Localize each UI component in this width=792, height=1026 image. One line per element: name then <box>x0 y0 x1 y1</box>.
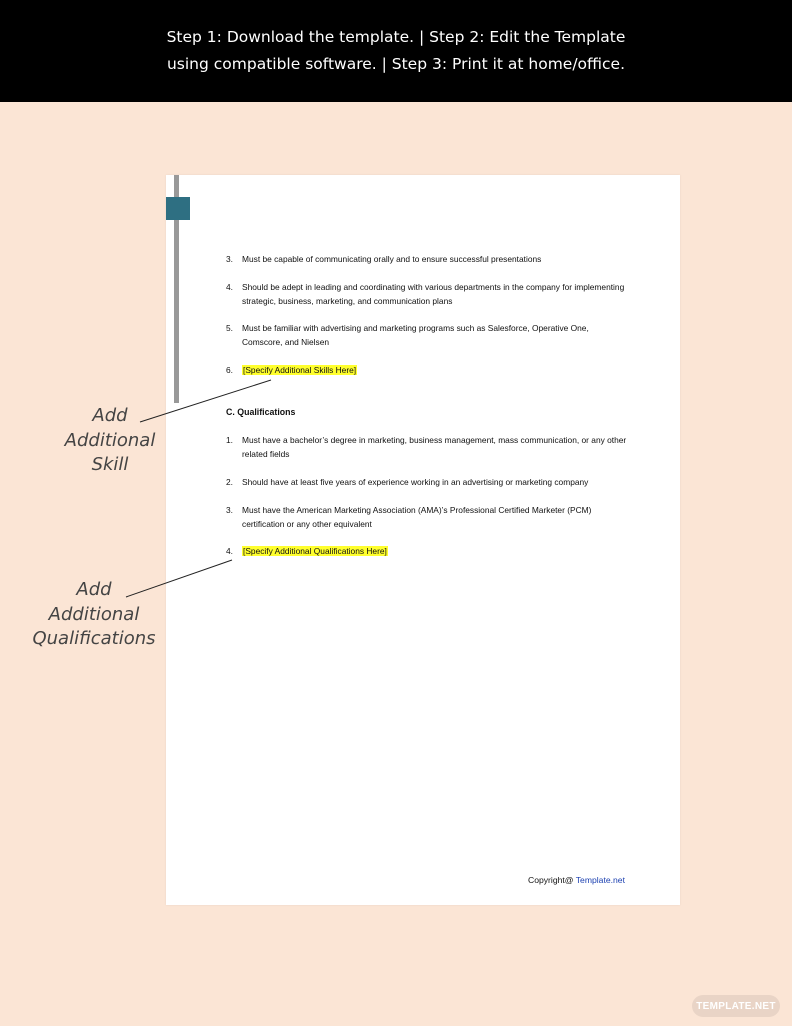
banner-line-1: Step 1: Download the template. | Step 2: Edit the Template <box>166 28 626 46</box>
template-net-watermark: TEMPLATE.NET <box>692 995 780 1017</box>
callout-line: Additional <box>64 429 156 451</box>
callout-add-skill <box>48 404 172 478</box>
list-number: 3. <box>226 254 233 264</box>
copyright-prefix: Copyright@ <box>528 875 576 885</box>
skills-placeholder-highlight[interactable]: [Specify Additional Skills Here] <box>243 365 357 375</box>
qualifications-heading: C. Qualifications <box>226 407 296 417</box>
callout-line: Additional <box>48 603 140 625</box>
list-text: Must have a bachelor’s degree in marketing, business management, mass communication, or any other related fields <box>242 435 627 459</box>
list-text: Must be familiar with advertising and marketing programs such as Salesforce, Operative One, Comscore, and Nielsen <box>242 323 589 347</box>
qualifications-placeholder-highlight[interactable]: [Specify Additional Qualifications Here] <box>243 546 387 556</box>
list-number: 2. <box>226 477 233 487</box>
callout-line: Skill <box>91 454 129 475</box>
list-number: 5. <box>226 323 233 333</box>
list-number: 6. <box>226 365 233 375</box>
list-number: 4. <box>226 282 233 292</box>
list-text: Should be adept in leading and coordinating with various departments in the company for implementing strategic, business, marketing, and communication plans <box>242 282 625 306</box>
list-number: 4. <box>226 546 233 556</box>
copyright-link[interactable]: Template.net <box>575 875 625 885</box>
callout-add-qualifications <box>14 578 174 652</box>
list-text: Should have at least five years of experience working in an advertising or marketing company <box>242 477 589 487</box>
callout-line: Qualifications <box>32 628 156 649</box>
list-number: 1. <box>226 435 233 445</box>
banner-line-2: using compatible software. | Step 3: Print it at home/office. <box>166 55 626 73</box>
list-number: 3. <box>226 505 233 515</box>
list-text: Must have the American Marketing Association (AMA)’s Professional Certified Marketer (PCM) certification or any other equivalent <box>242 505 592 529</box>
callout-line: Add <box>92 405 128 426</box>
callout-line: Add <box>76 579 112 600</box>
list-text: Must be capable of communicating orally and to ensure successful presentations <box>242 254 542 264</box>
